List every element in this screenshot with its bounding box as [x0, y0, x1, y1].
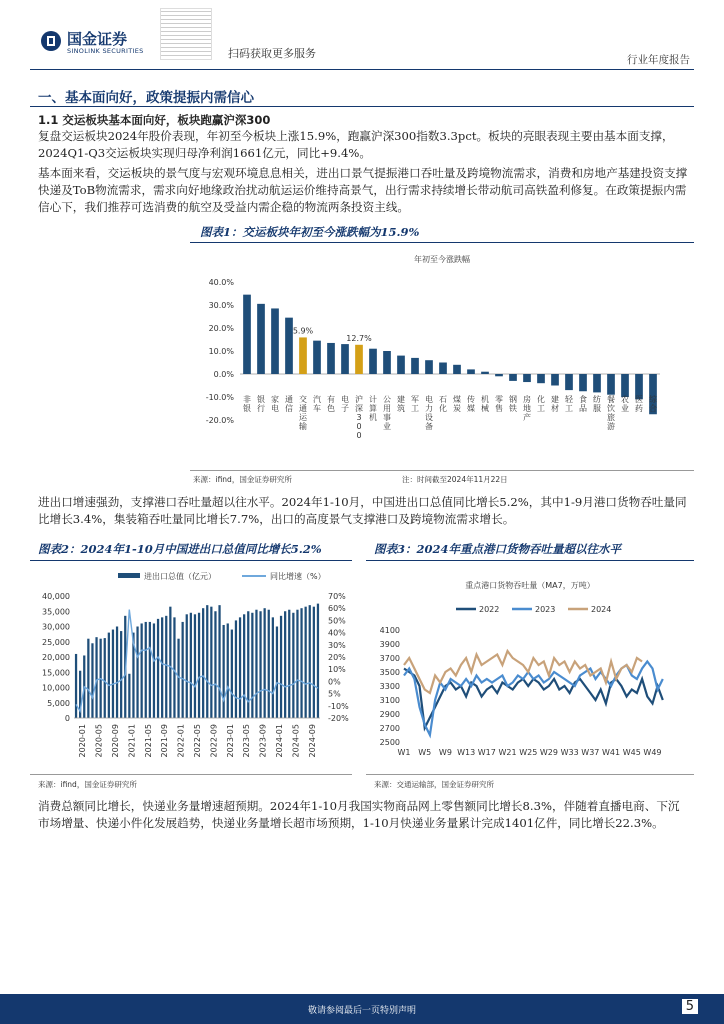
fig2-right-tick: 30% [328, 640, 346, 650]
fig2-bar [243, 614, 245, 718]
fig1-bar [369, 349, 377, 374]
fig2-bar [292, 613, 294, 718]
fig1-y-tick: -20.0% [205, 416, 234, 425]
fig2-right-tick: 60% [328, 604, 346, 614]
fig2-x-tick: 2024-01 [275, 724, 284, 758]
logo-sub: SINOLINK SECURITIES [67, 47, 144, 55]
fig3-bottom-rule [366, 774, 694, 775]
fig1-x-label: 通信 [285, 395, 293, 413]
fig2-bar [313, 607, 315, 718]
fig3-x-tick: W21 [498, 748, 517, 757]
fig2-right-tick: 20% [328, 653, 346, 662]
fig2-bar [104, 638, 106, 718]
fig1-bar [551, 374, 559, 386]
fig3-x-tick: W41 [602, 748, 621, 757]
fig2-bar [165, 616, 167, 718]
fig2-x-tick: 2020-01 [78, 724, 88, 758]
fig3-x-tick: W33 [560, 748, 579, 757]
fig1-x-label: 电子 [341, 395, 349, 413]
fig2-bar [280, 616, 282, 718]
fig2-bar [223, 625, 225, 718]
fig3-y-tick: 3900 [379, 640, 400, 649]
section-underline [30, 106, 694, 107]
fig2-x-tick: 2022-05 [193, 724, 202, 758]
fig1-x-label: 化工 [537, 395, 545, 413]
paragraph-1: 复盘交运板块2024年股价表现，年初至今板块上涨15.9%，跑赢沪深300指数3.3pct。板块的亮眼表现主要由基本面支撑，2024Q1-Q3交运板块实现归母净利润1661亿元，同比+9.4%。 [38, 129, 674, 160]
fig2-bottom-rule [30, 774, 352, 775]
logo [40, 28, 150, 58]
fig3-y-tick: 3700 [379, 654, 400, 663]
fig2-bar [173, 617, 175, 718]
fig2-x-tick: 2023-05 [242, 724, 252, 758]
fig1-y-tick: 30.0% [208, 301, 234, 310]
fig3-y-tick: 3100 [379, 696, 400, 705]
paragraph-2: 基本面来看，交运板块的景气度与宏观环境息息相关，进出口景气提振港口吞吐量及跨境物流需求，消费和房地产基建投资支撑快递及ToB物流需求，需求向好地缘政治扰动航运运价维持高景气，出行需求持续增长带动航司高铁盈利修复。在政策提振内需信心下，我们推荐可选消费的航空及受益内需企稳的物流两条投资主线。 [38, 166, 688, 214]
fig1-bar [425, 360, 433, 374]
fig2-x-tick: 2024-09 [307, 724, 317, 758]
fig2-x-tick: 2023-09 [258, 724, 268, 758]
fig2-bar [202, 608, 204, 718]
fig2-bar [145, 622, 147, 718]
fig3-x-tick: W29 [539, 748, 558, 757]
fig3-y-tick: 3500 [379, 668, 400, 677]
fig2-bar [276, 627, 278, 719]
fig2-right-tick: 40% [328, 628, 346, 638]
fig1-x-label: 食品 [579, 395, 587, 413]
fig1-x-label: 建筑 [397, 395, 405, 413]
fig2-bar [206, 605, 208, 718]
fig1-bar [341, 344, 349, 374]
fig2-x-tick: 2022-09 [209, 724, 219, 758]
fig2-title: 图表2：2024年1-10月中国进出口总值同比增长5.2% [38, 542, 322, 556]
fig1-source: 来源：ifind，国金证券研究所 [193, 475, 292, 484]
fig3-y-tick: 2700 [379, 724, 400, 733]
fig1-x-label: 沪深 3 0 0 [355, 395, 363, 440]
fig1-x-label: 综合 [649, 395, 657, 413]
fig1-bar [257, 304, 265, 374]
fig2-legend-bar-swatch [118, 573, 140, 578]
fig2-legend-line-label: 同比增速（%） [270, 572, 326, 581]
fig2-bar [91, 643, 93, 718]
report-type: 行业年度报告 [627, 54, 690, 66]
paragraph-3: 进出口增速强劲，支撑港口吞吐量超以往水平。2024年1-10月，中国进出口总值同比增长5.2%，其中1-9月港口货物吞吐量同比增长3.4%，集装箱吞吐量同比增长7.7%，出口的高度景气支撑港口及跨境物流需求增长。 [38, 495, 687, 526]
fig1-bar [621, 374, 629, 397]
fig2-x-tick: 2022-01 [176, 724, 186, 758]
footer-disclaimer[interactable]: 敬请参阅最后一页特别声明 [307, 1006, 416, 1016]
fig3-legend-label: 2022 [479, 605, 500, 614]
fig2-bar [182, 622, 184, 718]
fig2-bar [251, 613, 253, 718]
fig2-bar [305, 607, 307, 718]
fig1-x-label: 机械 [481, 395, 489, 413]
fig2-bar [259, 611, 261, 718]
fig1-x-label: 公用事业 [383, 395, 391, 431]
fig1-x-label: 房地产 [523, 395, 531, 422]
logo-name: 国金证券 [67, 30, 128, 48]
fig2-bar [141, 623, 143, 718]
fig1-x-label: 轻工 [565, 395, 573, 413]
fig2-bar [272, 617, 274, 718]
fig1-bar [271, 308, 279, 374]
fig2-chart [30, 562, 352, 772]
fig1-bar [509, 374, 517, 381]
fig3-x-tick: W13 [457, 748, 476, 757]
fig1-x-label: 煤炭 [453, 395, 461, 413]
fig3-series-line [404, 662, 663, 736]
fig2-left-tick: 40,000 [42, 592, 70, 601]
fig2-bar [157, 619, 159, 718]
fig2-bar [120, 631, 122, 718]
fig3-x-tick: W5 [418, 748, 432, 757]
fig1-x-label: 银行 [257, 395, 265, 413]
fig2-left-tick: 10,000 [42, 683, 70, 693]
fig2-bar [169, 607, 171, 718]
fig2-x-tick: 2020-09 [111, 724, 120, 758]
fig2-bar [190, 613, 192, 718]
fig2-bar [284, 611, 286, 718]
fig2-bar [288, 610, 290, 718]
fig2-x-tick: 2024-05 [291, 724, 301, 758]
fig1-x-label: 农业 [621, 395, 629, 413]
fig2-left-tick: 35,000 [42, 607, 70, 617]
fig1-bar [285, 318, 293, 374]
fig3-y-tick: 2900 [379, 710, 400, 719]
fig1-bar [355, 345, 363, 374]
fig1-bar [411, 358, 419, 374]
fig1-data-label: 5.9% [292, 326, 314, 336]
fig1-bar [453, 365, 461, 374]
fig2-left-tick: 25,000 [42, 637, 70, 647]
fig2-bar [239, 617, 241, 718]
fig2-bar [235, 620, 237, 718]
fig2-bar [161, 617, 163, 718]
fig2-x-tick: 2021-05 [143, 724, 153, 758]
fig2-right-tick: 0% [328, 677, 341, 687]
fig2-bar [194, 614, 196, 718]
fig1-x-label: 传媒 [467, 395, 475, 413]
fig1-x-label: 交通运输 [299, 395, 307, 431]
fig1-x-label: 非银 [243, 395, 251, 413]
fig1-bar [397, 356, 405, 374]
fig1-x-label: 建材 [551, 395, 559, 413]
logo-icon [40, 30, 62, 52]
fig3-x-tick: W17 [477, 748, 496, 757]
fig2-bar [136, 627, 138, 719]
fig1-bar [593, 374, 601, 392]
fig1-x-label: 医药 [635, 395, 643, 413]
fig3-source: 来源：交通运输部，国金证券研究所 [374, 780, 494, 789]
fig1-chart-title: 年初至今涨跌幅 [414, 255, 470, 264]
fig3-x-tick: W25 [519, 748, 538, 757]
fig1-x-label: 军工 [411, 395, 419, 413]
fig3-chart-title: 重点港口货物吞吐量（MA7，万吨） [465, 581, 595, 590]
fig2-bar [186, 614, 188, 718]
fig2-bar [75, 654, 77, 718]
fig1-x-label: 餐饮旅游 [607, 395, 615, 431]
fig1-title: 图表1：交运板块年初至今涨跌幅为15.9% [200, 225, 420, 239]
fig2-right-tick: 5% [328, 689, 341, 699]
fig2-left-tick: 0 [64, 714, 70, 723]
fig1-y-tick: 40.0% [208, 278, 234, 287]
fig2-x-tick: 2021-09 [160, 724, 170, 758]
fig2-bar [264, 608, 266, 718]
fig1-y-tick: 20.0% [208, 324, 234, 333]
fig2-bar [268, 610, 270, 718]
fig2-bar [108, 633, 110, 718]
fig2-bar [218, 605, 220, 718]
fig2-bar [112, 630, 114, 718]
subsection-title: 1.1 交运板块基本面向好，板块跑赢沪深300 [38, 113, 271, 127]
fig1-bar [579, 374, 587, 391]
fig1-bar [495, 374, 503, 376]
fig1-x-label: 家电 [271, 395, 279, 413]
paragraph-4: 消费总额同比增长，快递业务量增速超预期。2024年1-10月我国实物商品网上零售额同比增长8.3%，伴随着直播电商、下沉市场增量、快递小件化发展趋势，快递业务量增长超市场预期，1-10月快递业务量累计完成1401亿件，同比增长22.3%。 [38, 799, 680, 830]
fig2-bar [177, 639, 179, 718]
fig2-bar [95, 637, 97, 718]
fig2-bar [231, 630, 233, 718]
fig1-bar [523, 374, 531, 382]
fig2-bar [198, 613, 200, 718]
fig3-x-tick: W9 [438, 748, 452, 757]
qr-code [160, 8, 212, 60]
fig2-bar [116, 627, 118, 719]
fig2-left-tick: 15,000 [42, 668, 70, 678]
fig3-x-tick: W1 [397, 748, 411, 757]
fig1-bottom-rule [190, 470, 694, 471]
fig2-bar [210, 607, 212, 718]
fig2-right-tick: 50% [328, 616, 346, 626]
fig2-bar [255, 610, 257, 718]
fig3-chart [366, 562, 694, 772]
fig2-source: 来源：ifind，国金证券研究所 [38, 780, 137, 789]
fig2-right-tick: -20% [328, 714, 349, 723]
fig2-bar [87, 639, 89, 718]
fig1-bar [607, 374, 615, 395]
fig1-bar [481, 372, 489, 374]
fig3-y-tick: 4100 [379, 626, 400, 635]
fig2-bar [214, 611, 216, 718]
fig2-legend-bar-label: 进出口总值（亿元） [144, 572, 216, 581]
fig1-y-tick: 0.0% [213, 370, 234, 379]
fig1-bar [327, 343, 335, 374]
fig3-y-tick: 3300 [379, 682, 400, 691]
fig1-y-tick: -10.0% [205, 393, 234, 402]
fig3-x-tick: W37 [581, 748, 600, 757]
fig1-x-label: 石化 [439, 395, 447, 413]
fig2-right-tick: 70% [328, 592, 346, 601]
fig2-left-tick: 5,000 [47, 698, 70, 708]
fig1-bar [299, 337, 307, 374]
fig1-bar [467, 369, 475, 374]
page-number: 5 [682, 999, 698, 1014]
fig3-x-tick: W49 [643, 748, 662, 757]
fig2-bar [128, 674, 130, 718]
fig3-x-tick: W45 [622, 748, 641, 757]
fig1-chart [190, 244, 694, 469]
fig2-left-tick: 30,000 [42, 622, 70, 632]
fig2-x-tick: 2021-01 [127, 724, 137, 758]
fig3-top-rule [366, 560, 694, 561]
fig1-bar [537, 374, 545, 383]
fig2-bar [149, 622, 151, 718]
fig2-bar [296, 610, 298, 718]
fig1-bar [243, 295, 251, 374]
fig2-bar [309, 605, 311, 718]
fig1-x-label: 有色 [327, 395, 335, 413]
footer-bar [0, 994, 724, 1024]
fig2-bar [153, 623, 155, 718]
fig1-x-label: 零售 [495, 395, 503, 413]
fig2-right-tick: 10% [328, 665, 346, 675]
fig3-y-tick: 2500 [379, 738, 400, 747]
fig2-left-tick: 20,000 [42, 653, 70, 662]
fig3-legend-label: 2024 [591, 605, 612, 614]
fig2-x-tick: 2020-05 [94, 724, 104, 758]
section-title: 一、基本面向好，政策提振内需信心 [38, 90, 254, 106]
fig2-top-rule [30, 560, 352, 561]
fig1-x-label: 钢铁 [509, 395, 517, 413]
fig1-note: 注：时间截至2024年11月22日 [402, 475, 508, 484]
fig2-bar [227, 623, 229, 718]
fig1-x-label: 电力设备 [425, 395, 433, 431]
fig1-bar [439, 363, 447, 375]
fig1-bar [313, 341, 321, 374]
fig2-bar [317, 604, 319, 718]
fig1-x-label: 纺服 [593, 395, 601, 413]
header-divider [30, 69, 694, 70]
fig1-top-rule [190, 242, 694, 243]
fig2-right-tick: -10% [328, 701, 349, 711]
fig3-legend-label: 2023 [535, 605, 556, 614]
fig2-bar [300, 608, 302, 718]
fig2-x-tick: 2023-01 [225, 724, 235, 758]
fig1-bar [565, 374, 573, 390]
fig1-y-tick: 10.0% [208, 347, 234, 356]
fig3-title: 图表3：2024年重点港口货物吞吐量超以往水平 [374, 542, 622, 556]
fig1-data-label: 12.7% [346, 333, 372, 343]
qr-caption: 扫码获取更多服务 [228, 47, 316, 60]
fig1-bar [383, 351, 391, 374]
fig1-x-label: 计算机 [369, 395, 377, 422]
fig1-x-label: 汽车 [313, 395, 321, 413]
